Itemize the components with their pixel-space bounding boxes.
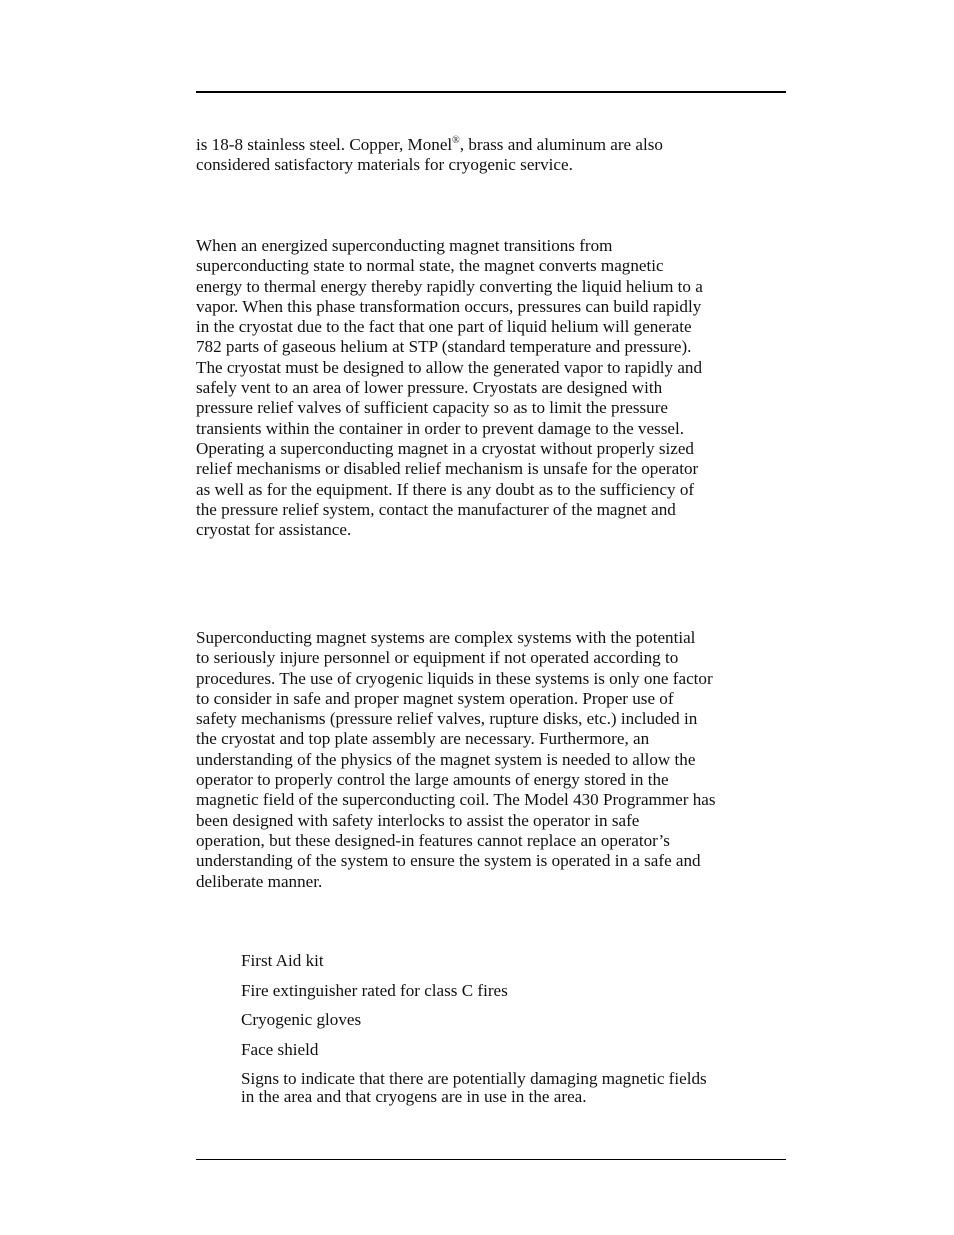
header-rule [196,91,786,93]
list-item-first-aid-kit: First Aid kit [241,951,324,970]
pressure-relief-paragraph: When an energized superconducting magnet transitions from superconducting state to normal state, the magnet converts magnetic energy to thermal energy thereby rapidly converting the liquid helium to a vapor. When this phase transformation occurs, pressures can build rapidly in the cryostat due to the fact that one part of liquid helium will generate 782 parts of gaseous helium at STP (standard temperature and pressure). The cryostat must be designed to allow the generated vapor to rapidly and safely vent to an area of lower pressure. Cryostats are designed with pressure relief valves of sufficient capacity so as to limit the pressure transients within the container in order to prevent damage to the vessel. Operating a superconducting magnet in a cryostat without properly sized relief mechanisms or disabled relief mechanism is unsafe for the operator as well as for the equipment. If there is any doubt as to the sufficiency of the pressure relief system, contact the manufacturer of the magnet and cryostat for assistance. [196,236,703,540]
materials-text-end: , brass and aluminum are also considered satisfactory materials for cryogenic service. [196,135,663,175]
list-item-cryogenic-gloves: Cryogenic gloves [241,1010,362,1030]
materials-text-start: is 18-8 stainless steel. Copper, Monel [196,135,453,154]
registered-mark: ® [452,135,460,146]
list-item-warning-signs: Signs to indicate that there are potentially damaging magnetic fields in the area and that cryogens are in use in the area. [241,1069,707,1107]
materials-paragraph [196,135,796,176]
safe-operation-paragraph: Superconducting magnet systems are complex systems with the potential to seriously injure personnel or equipment if not operated according to procedures. The use of cryogenic liquids in these systems is only one factor to consider in safe and proper magnet system operation. Proper use of safety mechanisms (pressure relief valves, rupture disks, etc.) included in the cryostat and top plate assembly are necessary. Furthermore, an understanding of the physics of the magnet system is needed to allow the operator to properly control the large amounts of energy stored in the magnetic field of the superconducting coil. The Model 430 Programmer has been designed with safety interlocks to assist the operator in safe operation, but these designed-in features cannot replace an operator’s understanding of the system to ensure the system is operated in a safe and deliberate manner. [196,628,716,891]
list-item-fire-extinguisher: Fire extinguisher rated for class C fires [241,980,508,1000]
footer-rule [196,1159,786,1160]
safety-equipment-list [241,952,801,1106]
list-item-face-shield: Face shield [241,1039,319,1059]
